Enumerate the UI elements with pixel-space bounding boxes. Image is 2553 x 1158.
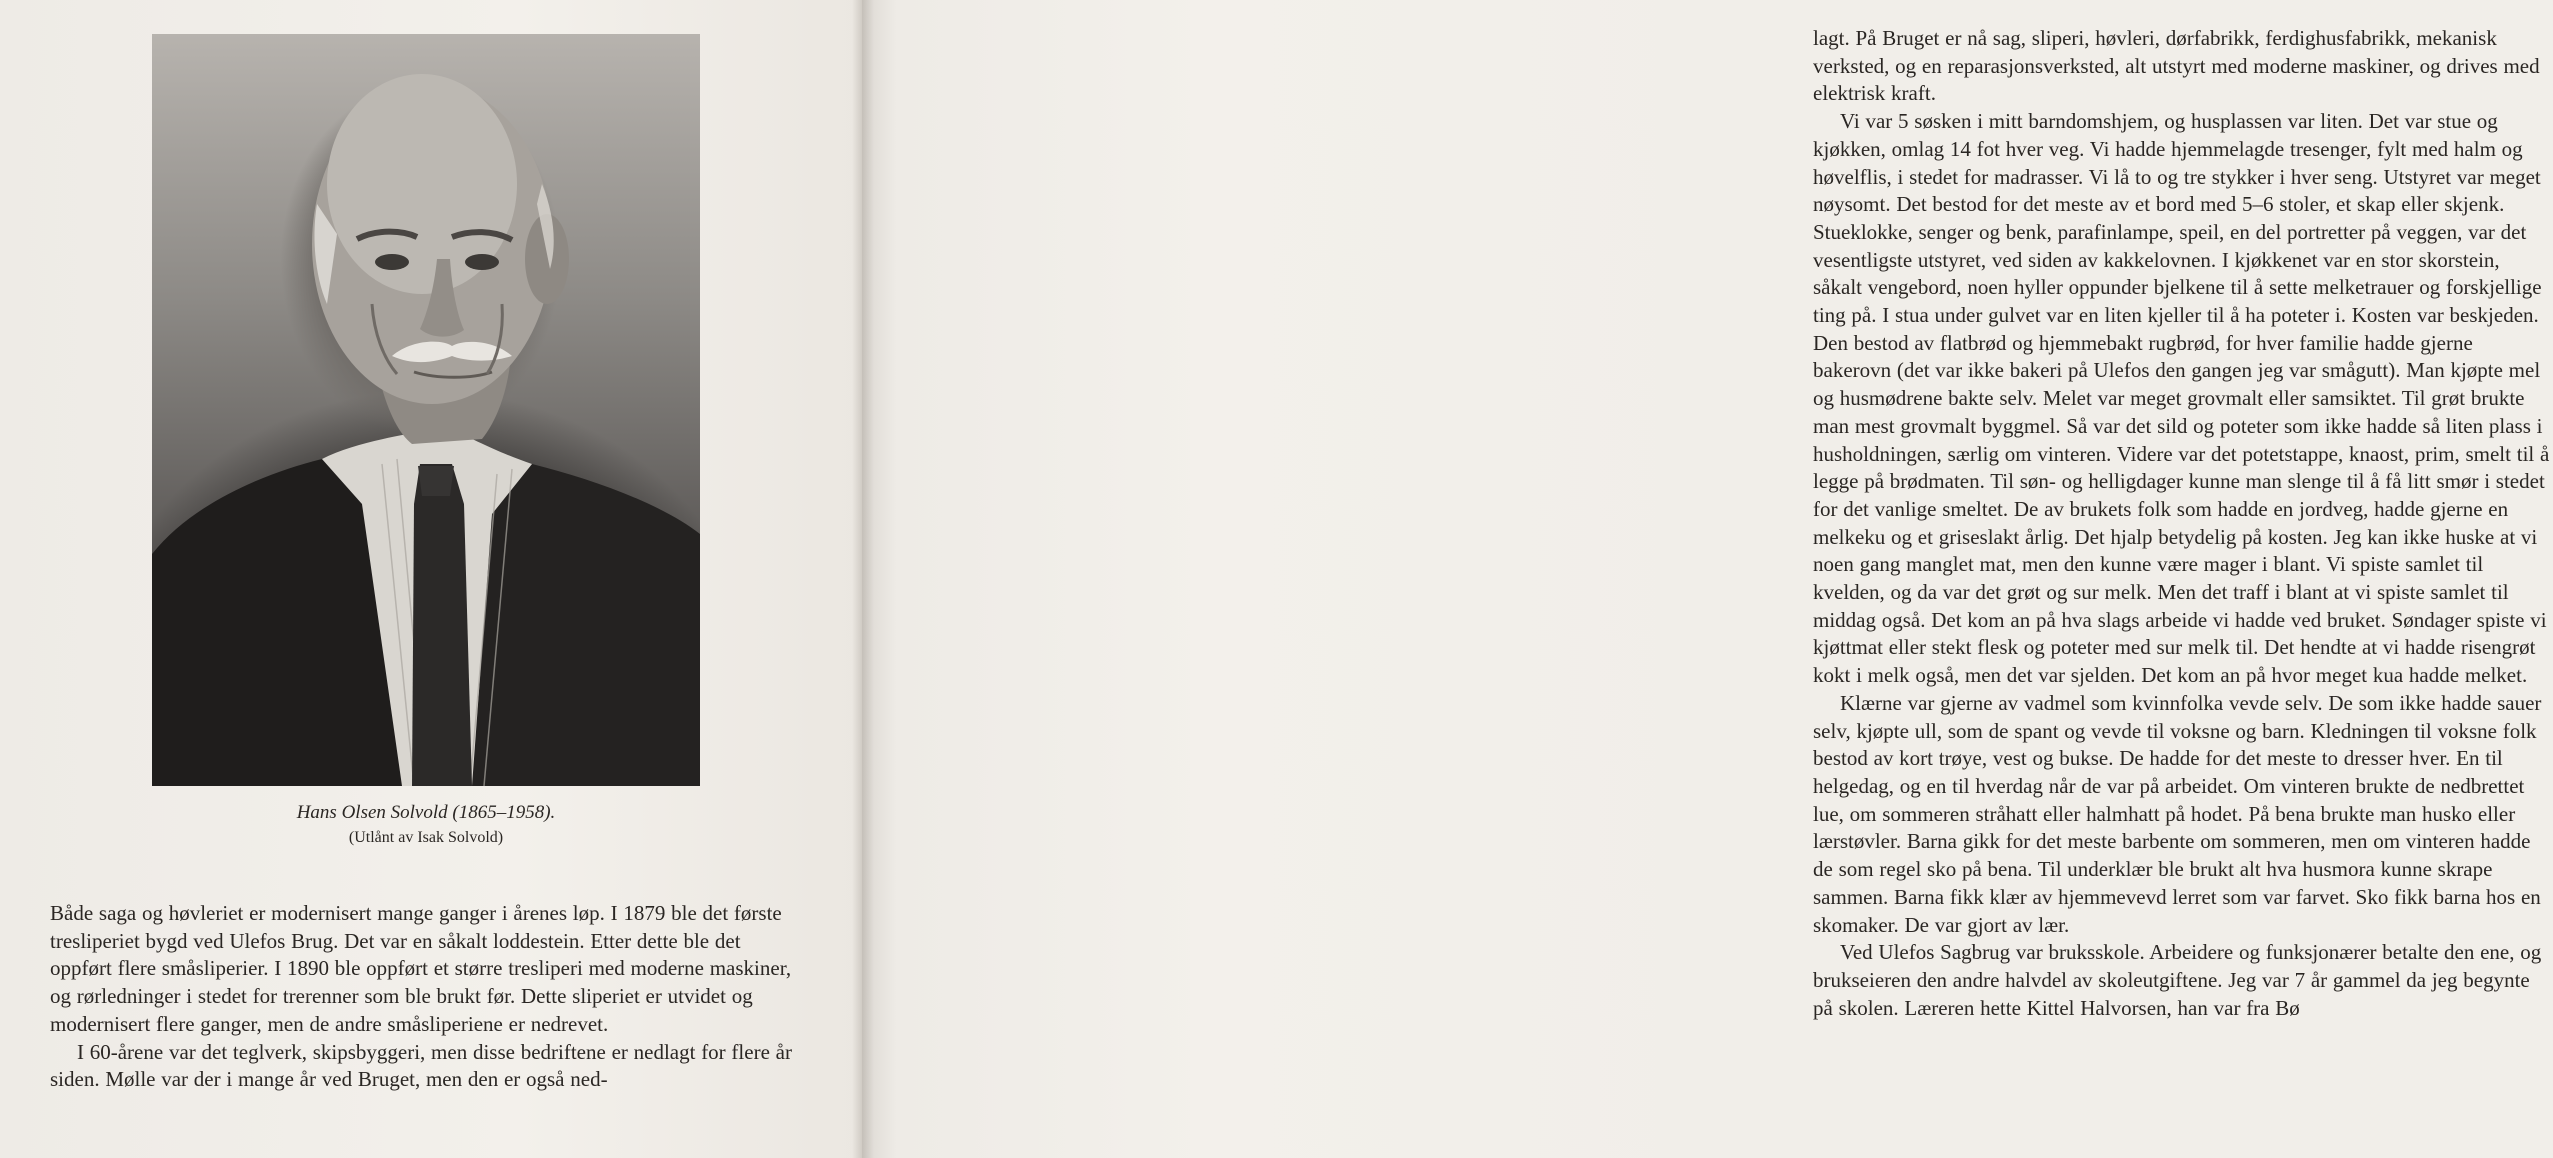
- right-page: [862, 0, 2550, 1158]
- book-spine-shadow: [852, 0, 874, 1158]
- right-paragraph-1: lagt. På Bruget er nå sag, sliperi, høvleri, dørfabrikk, ferdighusfabrikk, mekanisk verksted, og en reparasjonsverksted, alt utstyrt med moderne maskiner, og drives med elektrisk kraft.: [1813, 26, 2540, 106]
- portrait-photo: [152, 34, 700, 786]
- photo-caption-name: Hans Olsen Solvold (1865–1958).: [296, 802, 556, 823]
- left-page: [0, 0, 862, 1158]
- right-body-text: [1813, 25, 2553, 1022]
- photo-caption-credit: (Utlånt av Isak Solvold): [348, 829, 504, 846]
- left-paragraph-1: Både saga og høvleriet er modernisert mange ganger i årenes løp. I 1879 ble det første tresliperiet bygd ved Ulefos Brug. Det var en såkalt loddestein. Etter dette ble det oppført flere småsliperier. I 1890 ble oppført et større tresliperi med moderne maskiner, og rørledninger i stedet for trerenner som ble brukt før. Dette sliperiet er utvidet og modernisert flere ganger, men de andre småsliperiene er nedrevet.: [50, 901, 792, 1036]
- portrait-figure: [152, 34, 700, 786]
- left-paragraph-2: I 60-årene var det teglverk, skipsbyggeri, men disse bedriftene er nedlagt for flere år siden. Mølle var der i mange år ved Bruget, men den er også ned-: [50, 1039, 792, 1092]
- right-paragraph-4: Ved Ulefos Sagbrug var bruksskole. Arbeidere og funksjonærer betalte den ene, og brukseieren den andre halvdel av skoleutgiftene. Jeg var 7 år gammel da jeg begynte på skolen. Læreren hette Kittel Halvorsen, han var fra Bø: [1813, 940, 2542, 1020]
- left-body-text: [50, 900, 802, 1094]
- right-paragraph-2: Vi var 5 søsken i mitt barndomshjem, og husplassen var liten. Det var stue og kjøkken, omlag 14 fot hver veg. Vi hadde hjemmelagde tresenger, fylt med halm og høvelflis, i stedet for madrasser. Vi lå to og tre stykker i hver seng. Utstyret var meget nøysomt. Det bestod for det meste av et bord med 5–6 stoler, et skap eller skjenk. Stueklokke, senger og benk, parafinlampe, speil, en del portretter på veggen, var det vesentligste utstyret, ved siden av kakkelovnen. I kjøkkenet var en stor skorstein, såkalt vengebord, noen hyller oppunder bjelkene til å sette melketrauer og forskjellige ting på. I stua under gulvet var en liten kjeller til å ha poteter i. Kosten var beskjeden. Den bestod av flatbrød og hjemmebakt rugbrød, for hver familie hadde gjerne bakerovn (det var ikke bakeri på Ulefos den gangen jeg var smågutt). Man kjøpte mel og husmødrene bakte selv. Melet var meget grovmalt eller samsiktet. Til grøt brukte man mest grovmalt byggmel. Så var det sild og poteter som ikke hadde så liten plass i husholdningen, særlig om vinteren. Videre var det potetstappe, knaost, prim, smelt til å legge på brødmaten. Til søn- og helligdager kunne man slenge til å få litt smør i stedet for det vanlige smeltet. De av brukets folk som hadde en jordveg, hadde gjerne en melkeku og et griseslakt årlig. Det hjalp betydelig på kosten. Jeg kan ikke huske at vi noen gang manglet mat, men den kunne være mager i blant. Vi spiste samlet til kvelden, og da var det grøt og sur melk. Men det traff i blant at vi spiste samlet til middag også. Det kom an på hva slags arbeide vi hadde ved bruket. Søndager spiste vi kjøttmat eller stekt flesk og poteter med sur melk til. Det hendte at vi hadde risengrøt kokt i melk også, men det var sjelden. Det kom an på hvor meget kua hadde melket.: [1813, 109, 2550, 688]
- right-paragraph-3: Klærne var gjerne av vadmel som kvinnfolka vevde selv. De som ikke hadde sauer selv, kjøpte ull, som de spant og vevde til voksne og barn. Kledningen til voksne folk bestod av kort trøye, vest og bukse. De hadde for det meste to dresser hver. En til helgedag, og en til hverdag når de var på arbeidet. Om vinteren brukte de nedbrettet lue, om sommeren stråhatt eller halmhatt på hodet. På bena brukte man husko eller lærstøvler. Barna gikk for det meste barbente om sommeren, men om vinteren hadde de som regel sko på bena. Til underklær ble brukt alt hva husmora kunne skrape sammen. Barna fikk klær av hjemmevevd lerret som var farvet. Sko fikk barna hos en skomaker. De var gjort av lær.: [1813, 690, 2542, 937]
